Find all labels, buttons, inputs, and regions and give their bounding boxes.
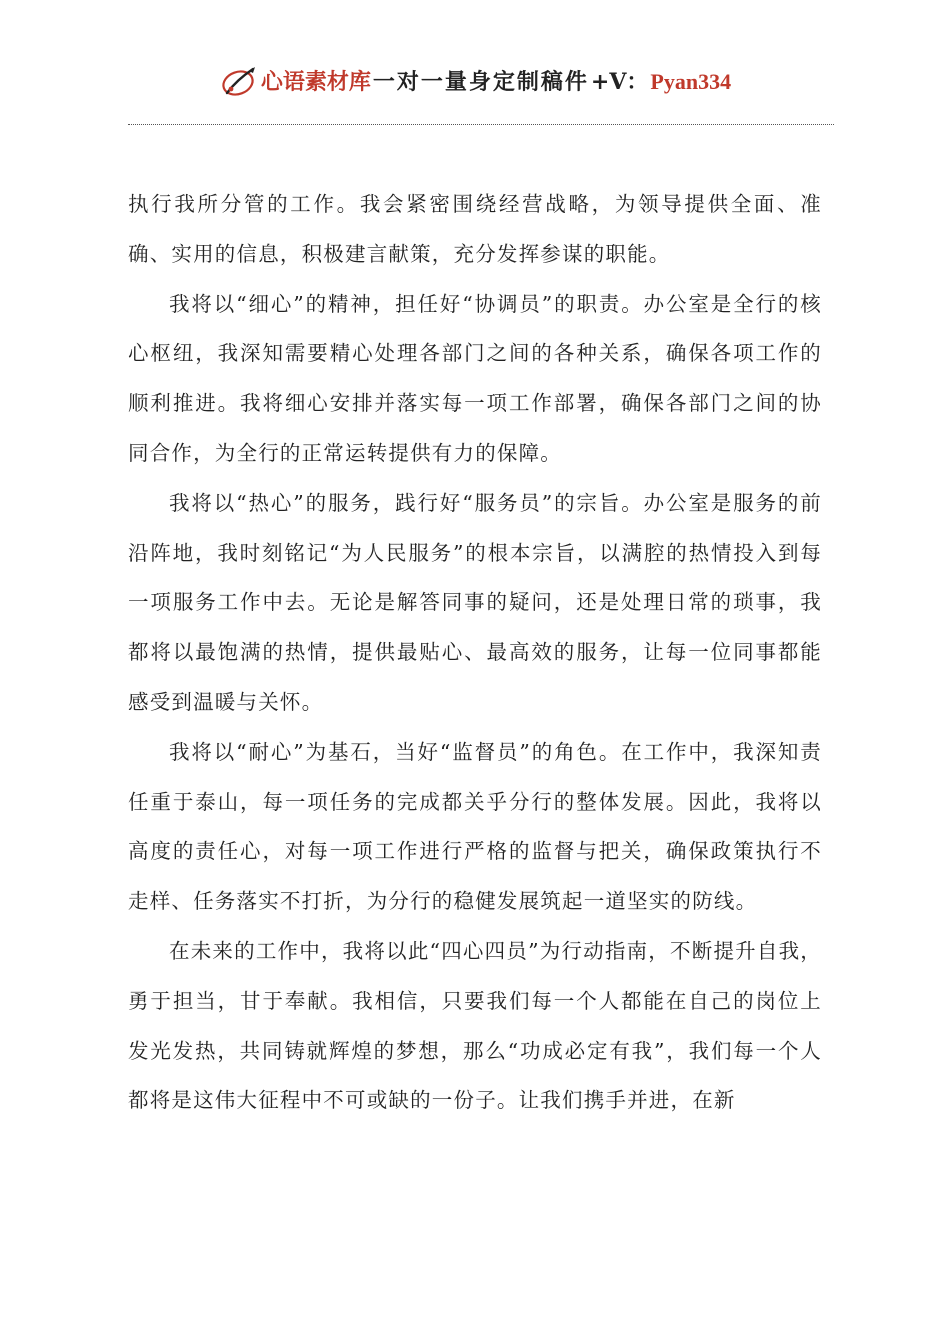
header-slogan: 一对一量身定制稿件 (372, 69, 589, 95)
paragraph: 我将以“热心”的服务，践行好“服务员”的宗旨。办公室是服务的前沿阵地，我时刻铭记“为人民服务”的根本宗旨，以满腔的热情投入到每一项服务工作中去。无论是解答同事的疑问，还是处理日常的琐事，我都将以最饱满的热情，提供最贴心、最高效的服务，让每一位同事都能感受到温暖与关怀。 (128, 490, 822, 714)
page-header (0, 60, 950, 104)
header-divider (128, 124, 834, 125)
brand-name: 心语素材库 (260, 69, 371, 95)
contact-prefix: +V： (590, 69, 649, 95)
document-body (128, 180, 822, 1126)
paragraph: 执行我所分管的工作。我会紧密围绕经营战略，为领导提供全面、准确、实用的信息，积极建言献策，充分发挥参谋的职能。 (128, 192, 822, 266)
contact-id: Pyan334 (650, 69, 732, 94)
paragraph: 我将以“耐心”为基石，当好“监督员”的角色。在工作中，我深知责任重于泰山，每一项任务的完成都关乎分行的整体发展。因此，我将以高度的责任心，对每一项工作进行严格的监督与把关，确保政策执行不走样、任务落实不打折，为分行的稳健发展筑起一道坚实的防线。 (128, 739, 822, 914)
paragraph: 我将以“细心”的精神，担任好“协调员”的职责。办公室是全行的核心枢纽，我深知需要精心处理各部门之间的各种关系，确保各项工作的顺利推进。我将细心安排并落实每一项工作部署，确保各部门之间的协同合作，为全行的正常运转提供有力的保障。 (128, 291, 822, 465)
header-logo (219, 65, 731, 99)
pen-swirl-icon (219, 65, 259, 99)
paragraph: 在未来的工作中，我将以此“四心四员”为行动指南，不断提升自我，勇于担当，甘于奉献。我相信，只要我们每一个人都能在自己的岗位上发光发热，共同铸就辉煌的梦想，那么“功成必定有我”，我们每一个人都将是这伟大征程中不可或缺的一份子。让我们携手并进，在新 (128, 938, 822, 1113)
